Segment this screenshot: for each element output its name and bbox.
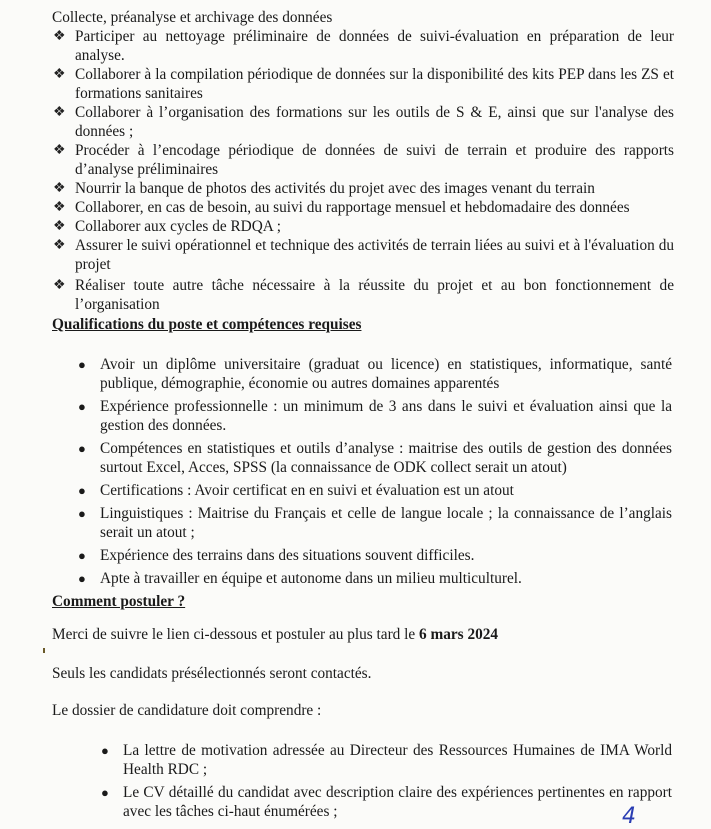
- diamond-bullet-icon: ❖: [53, 143, 66, 158]
- diamond-bullet-icon: ❖: [53, 278, 66, 293]
- task-item: ❖ Procéder à l’encodage périodique de données de suivi de terrain et produire des rapports d’analyse préliminaires: [53, 142, 674, 178]
- dot-bullet-icon: ●: [78, 548, 86, 563]
- qualification-item: ● Linguistiques : Maitrise du Français et celle de langue locale ; la connaissance de l’anglais serait un atout ;: [78, 505, 672, 541]
- diamond-bullet-icon: ❖: [53, 181, 66, 196]
- apply-instructions: Merci de suivre le lien ci-dessous et postuler au plus tard le 6 mars 2024: [52, 626, 499, 643]
- dossier-item: ● Le CV détaillé du candidat avec description claire des expériences pertinentes en rapport avec les tâches ci-haut énumérées ;: [101, 784, 672, 820]
- dossier-list: [99, 741, 672, 829]
- dot-bullet-icon: ●: [78, 571, 86, 586]
- dot-bullet-icon: ●: [78, 483, 86, 498]
- task-item: ❖ Assurer le suivi opérationnel et technique des activités de terrain liées au suivi et à l'évaluation du projet: [53, 237, 674, 273]
- qualification-item: ● Certifications : Avoir certificat en en suivi et évaluation est un atout: [78, 482, 514, 499]
- apply-deadline: 6 mars 2024: [419, 626, 499, 643]
- shortlist-note: Seuls les candidats présélectionnés seront contactés.: [52, 665, 372, 682]
- qualification-item: ● Expérience des terrains dans des situations souvent difficiles.: [78, 547, 475, 564]
- task-item: ❖ Participer au nettoyage préliminaire de données de suivi-évaluation en préparation de leur analyse.: [53, 28, 674, 64]
- qualification-item: ● Expérience professionnelle : un minimum de 3 ans dans le suivi et évaluation ainsi que la gestion des données.: [78, 398, 672, 434]
- dossier-intro: Le dossier de candidature doit comprendre :: [52, 702, 322, 719]
- scan-speck: [43, 648, 45, 653]
- diamond-bullet-icon: ❖: [53, 238, 66, 253]
- dot-bullet-icon: ●: [78, 399, 86, 414]
- qualification-item: ● Avoir un diplôme universitaire (graduat ou licence) en statistiques, informatique, santé publique, démographie, économie ou autres domaines apparentés: [78, 356, 672, 392]
- diamond-bullet-icon: ❖: [53, 67, 66, 82]
- qualification-item: ● Compétences en statistiques et outils d’analyse : maitrise des outils de gestion des données surtout Excel, Acces, SPSS (la connaissance de ODK collect serait un atout): [78, 440, 672, 476]
- dot-bullet-icon: ●: [78, 506, 86, 521]
- dot-bullet-icon: ●: [78, 441, 86, 456]
- diamond-bullet-icon: ❖: [53, 105, 66, 120]
- task-item: ❖ Nourrir la banque de photos des activités du projet avec des images venant du terrain: [53, 180, 595, 197]
- qualifications-heading: Qualifications du poste et compétences requises: [52, 316, 362, 333]
- dot-bullet-icon: ●: [78, 357, 86, 372]
- task-list: [52, 27, 674, 314]
- task-item: ❖ Collaborer à la compilation périodique de données sur la disponibilité des kits PEP dans les ZS et formations sanitaires: [53, 66, 674, 102]
- dossier-item: ● La lettre de motivation adressée au Directeur des Ressources Humaines de IMA World Health RDC ;: [101, 742, 672, 778]
- apply-heading: Comment postuler ?: [52, 593, 186, 610]
- task-item: ❖ Collaborer à l’organisation des formations sur les outils de S & E, ainsi que sur l'analyse des données ;: [53, 104, 674, 140]
- diamond-bullet-icon: ❖: [53, 29, 66, 44]
- qualifications-list: [76, 355, 672, 592]
- task-item: ❖ Collaborer aux cycles de RDQA ;: [53, 218, 282, 235]
- diamond-bullet-icon: ❖: [53, 200, 66, 215]
- section-intro-line: Collecte, préanalyse et archivage des données: [52, 9, 333, 26]
- page-number: 4: [622, 804, 636, 829]
- dot-bullet-icon: ●: [101, 743, 109, 758]
- task-item: ❖ Collaborer, en cas de besoin, au suivi du rapportage mensuel et hebdomadaire des données: [53, 199, 630, 216]
- diamond-bullet-icon: ❖: [53, 219, 66, 234]
- dot-bullet-icon: ●: [101, 785, 109, 800]
- task-item: ❖ Réaliser toute autre tâche nécessaire à la réussite du projet et au bon fonctionnement de l’organisation: [53, 277, 674, 313]
- qualification-item: ● Apte à travailler en équipe et autonome dans un milieu multiculturel.: [78, 570, 522, 587]
